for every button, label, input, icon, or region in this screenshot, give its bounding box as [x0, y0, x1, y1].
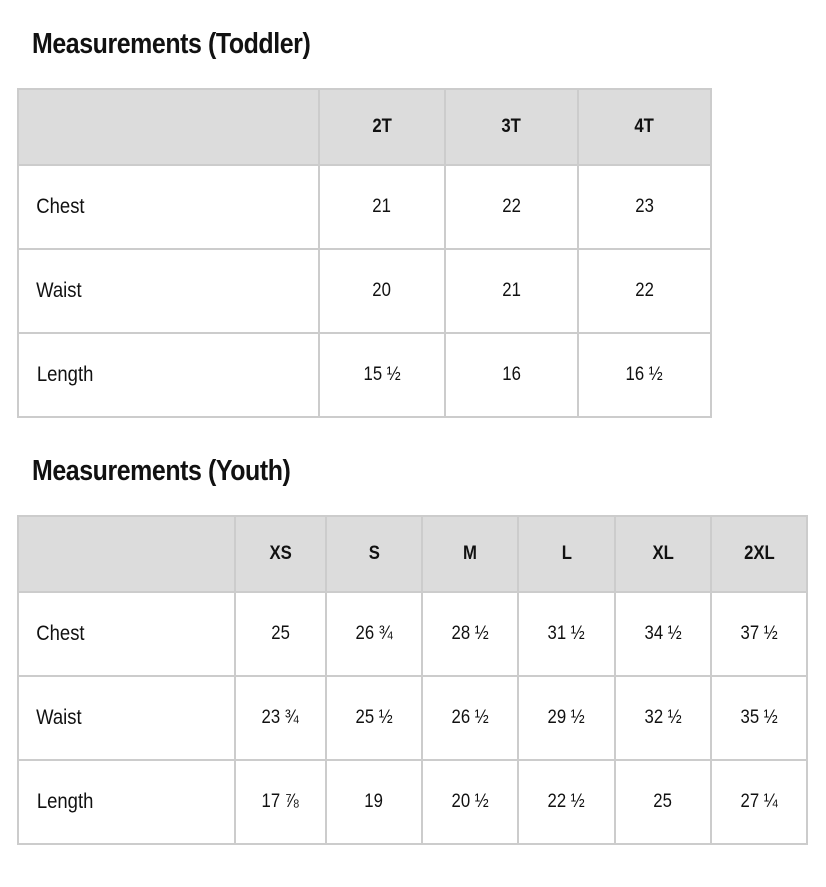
value-text: 17 ⅞	[261, 791, 300, 812]
table-header-row	[18, 89, 711, 165]
value-cell	[711, 676, 807, 760]
value-text: 23 ¾	[261, 707, 300, 728]
value-cell	[422, 676, 518, 760]
value-text: 25 ½	[355, 707, 393, 728]
row-label-text: Chest	[36, 195, 85, 218]
table-row-waist	[18, 676, 807, 760]
size-header-2xl	[711, 516, 807, 592]
value-cell	[615, 760, 711, 844]
row-label	[18, 249, 319, 333]
size-header-2t	[319, 89, 445, 165]
value-text: 15 ½	[363, 364, 401, 385]
row-label	[18, 760, 235, 844]
size-label: 2T	[372, 116, 392, 137]
table-row-waist	[18, 249, 711, 333]
value-text: 29 ½	[547, 707, 586, 728]
value-text: 28 ½	[451, 623, 489, 644]
size-header-l	[518, 516, 615, 592]
row-label-text: Waist	[36, 279, 82, 302]
row-label-text: Length	[36, 363, 94, 386]
value-text: 22	[635, 280, 654, 301]
value-cell	[578, 249, 711, 333]
table-row-length	[18, 333, 711, 417]
value-cell	[615, 592, 711, 676]
value-cell	[235, 760, 326, 844]
size-label: L	[561, 543, 572, 564]
value-text: 16	[502, 364, 521, 385]
value-text: 32 ½	[644, 707, 682, 728]
size-header-s	[326, 516, 422, 592]
value-text: 22	[502, 196, 521, 217]
value-text: 25	[271, 623, 290, 644]
size-label: M	[463, 543, 477, 564]
value-text: 22 ½	[547, 791, 586, 812]
table-header-row	[18, 516, 807, 592]
value-text: 34 ½	[644, 623, 682, 644]
row-label-text: Chest	[36, 622, 85, 645]
value-text: 21	[502, 280, 521, 301]
value-cell	[578, 333, 711, 417]
value-cell	[235, 676, 326, 760]
table-row-chest	[18, 592, 807, 676]
value-text: 23	[635, 196, 654, 217]
youth-title: Measurements (Youth)	[32, 455, 291, 487]
value-cell	[326, 676, 422, 760]
size-header-xl	[615, 516, 711, 592]
value-text: 25	[653, 791, 673, 812]
value-text: 27 ¼	[740, 791, 778, 812]
value-cell	[422, 760, 518, 844]
value-text: 26 ¾	[355, 623, 393, 644]
value-cell	[445, 165, 578, 249]
value-text: 37 ½	[740, 623, 778, 644]
size-label: XS	[269, 543, 292, 564]
value-cell	[445, 333, 578, 417]
value-cell	[326, 592, 422, 676]
value-text: 35 ½	[740, 707, 778, 728]
row-label-text: Waist	[36, 706, 82, 729]
value-text: 31 ½	[547, 623, 586, 644]
row-label	[18, 676, 235, 760]
value-cell	[615, 676, 711, 760]
size-label: 3T	[501, 116, 522, 137]
value-cell	[518, 676, 615, 760]
value-cell	[319, 249, 445, 333]
row-label	[18, 165, 319, 249]
table-row-chest	[18, 165, 711, 249]
value-cell	[711, 592, 807, 676]
size-label: S	[368, 543, 380, 564]
value-cell	[518, 592, 615, 676]
value-cell	[422, 592, 518, 676]
value-cell	[578, 165, 711, 249]
toddler-size-table	[17, 88, 712, 418]
size-label: XL	[652, 543, 674, 564]
value-text: 16 ½	[625, 364, 664, 385]
value-text: 20 ½	[451, 791, 489, 812]
value-cell	[711, 760, 807, 844]
value-text: 26 ½	[451, 707, 489, 728]
value-cell	[319, 165, 445, 249]
value-cell	[518, 760, 615, 844]
row-label	[18, 592, 235, 676]
row-label-text: Length	[36, 790, 94, 813]
value-text: 20	[372, 280, 392, 301]
size-header-3t	[445, 89, 578, 165]
table-row-length	[18, 760, 807, 844]
row-label	[18, 333, 319, 417]
size-header-4t	[578, 89, 711, 165]
size-header-xs	[235, 516, 326, 592]
size-header-m	[422, 516, 518, 592]
value-cell	[326, 760, 422, 844]
youth-size-table	[17, 515, 808, 845]
header-blank-cell	[18, 89, 319, 165]
toddler-title: Measurements (Toddler)	[32, 28, 311, 60]
value-cell	[445, 249, 578, 333]
value-text: 21	[372, 196, 392, 217]
header-blank-cell	[18, 516, 235, 592]
size-label: 4T	[634, 116, 655, 137]
value-cell	[319, 333, 445, 417]
size-label: 2XL	[743, 543, 775, 564]
value-text: 19	[364, 791, 384, 812]
value-cell	[235, 592, 326, 676]
